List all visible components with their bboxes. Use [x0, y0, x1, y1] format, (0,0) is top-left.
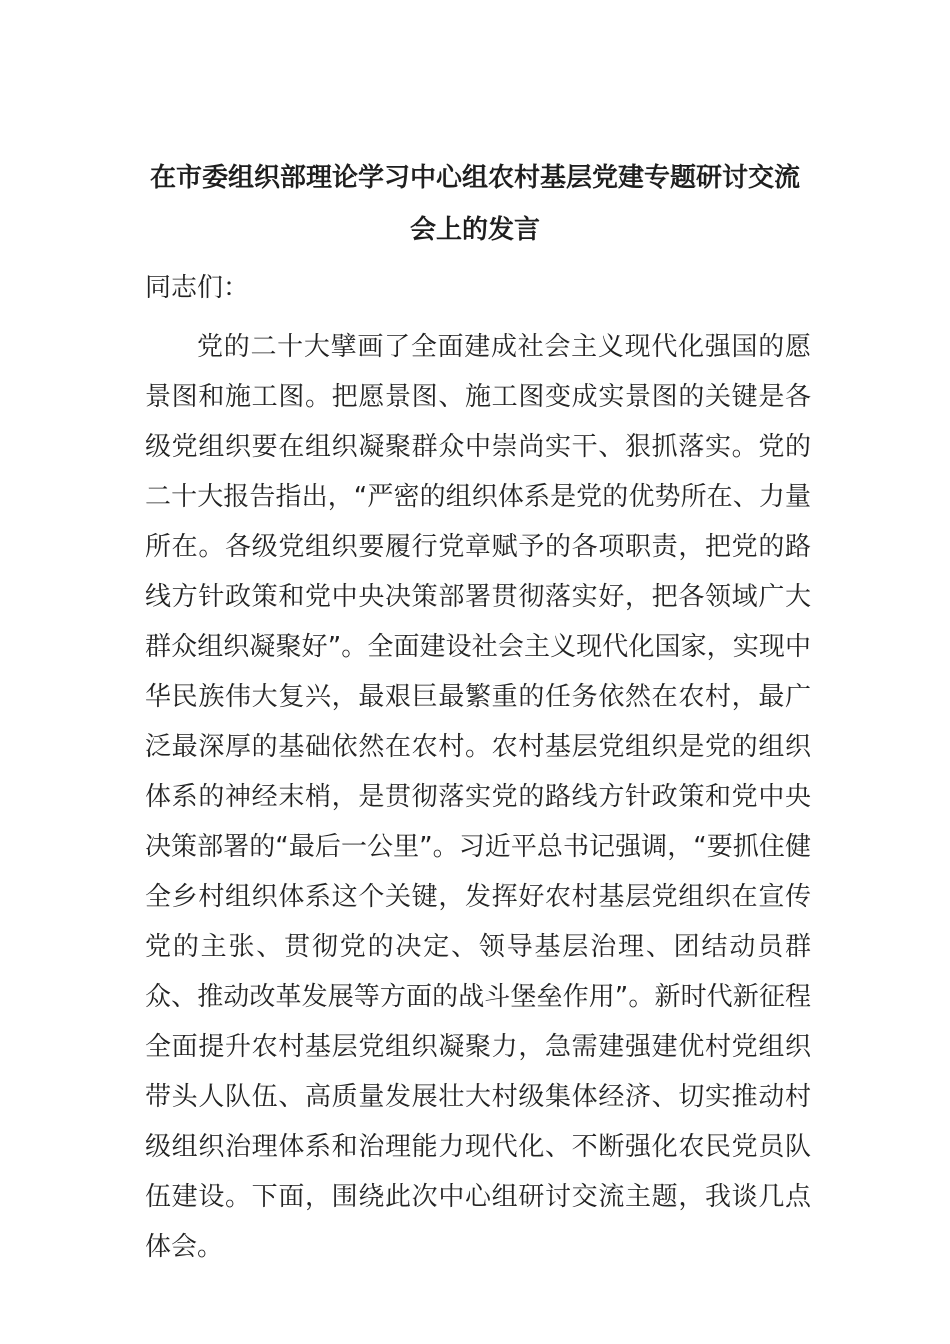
salutation: 同志们：	[145, 273, 250, 303]
document-title: 在市委组织部理论学习中心组农村基层党建专题研讨交流会上的发言	[149, 163, 800, 245]
body-paragraph: 党的二十大擘画了全面建成社会主义现代化强国的愿景图和施工图。把愿景图、施工图变成实景图的关键是各级党组织要在组织凝聚群众中崇尚实干、狠抓落实。党的二十大报告指出，“严密的组织体系是党的优势所在、力量所在。各级党组织要履行党章赋予的各项职责，把党的路线方针政策和党中央决策部署贯彻落实好，把各领域广大群众组织凝聚好”。全面建设社会主义现代化国家，实现中华民族伟大复兴，最艰巨最繁重的任务依然在农村，最广泛最深厚的基础依然在农村。农村基层党组织是党的组织体系的神经末梢，是贯彻落实党的路线方针政策和党中央决策部署的“最后一公里”。习近平总书记强调，“要抓住健全乡村组织体系这个关键，发挥好农村基层党组织在宣传党的主张、贯彻党的决定、领导基层治理、团结动员群众、推动改革发展等方面的战斗堡垒作用”。新时代新征程全面提升农村基层党组织凝聚力，急需建强建优村党组织带头人队伍、高质量发展壮大村级集体经济、切实推动村级组织治理体系和治理能力现代化、不断强化农民党员队伍建设。下面，围绕此次中心组研讨交流主题，我谈几点体会。	[145, 332, 811, 1262]
